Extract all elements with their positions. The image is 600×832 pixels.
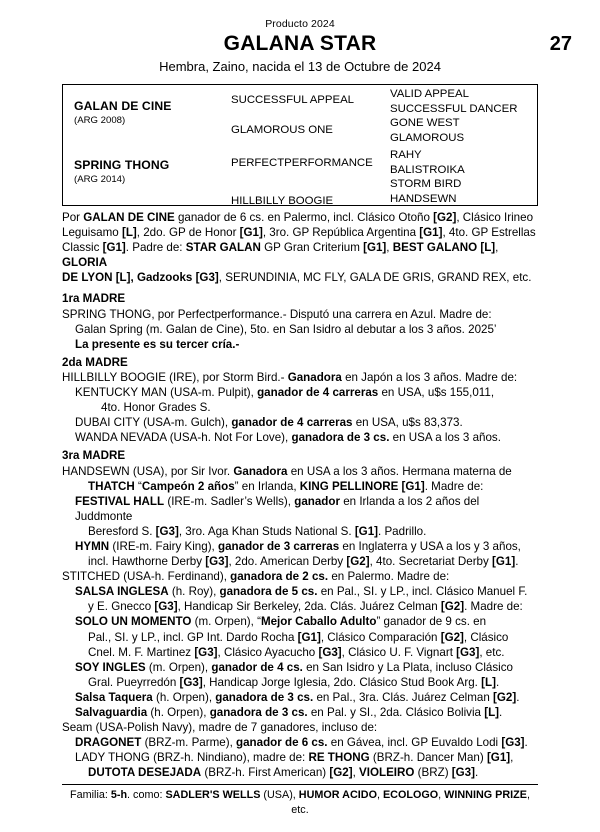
madre3-line-5: HYMN (IRE-m. Fairy King), ganador de 3 carreras en Inglaterra y USA a los y 3 años,: [75, 539, 521, 553]
pedigree-dam: [74, 158, 234, 186]
pedigree-dam-name: SPRING THONG: [74, 158, 170, 172]
madre2-line-5: WANDA NEVADA (USA-h. Not For Love), ganadora de 3 cs. en USA a los 3 años.: [75, 431, 501, 445]
pedigree-sire-dam: GLAMOROUS ONE: [231, 124, 333, 136]
page-header: [0, 0, 600, 76]
pedigree-column-greatgrandparents: [390, 85, 533, 205]
horse-subtitle: Hembra, Zaino, nacida el 13 de Octubre de 2024: [159, 59, 441, 74]
madre3-line-11: Pal., SI. y LP., incl. GP Int. Dardo Rocha [G1], Clásico Comparación [G2], Clásico: [88, 630, 509, 644]
madre2-line-2: KENTUCKY MAN (USA-m. Pulpit), ganador de 4 carreras en USA, u$s 155,011,: [75, 386, 495, 400]
madre3-line-2: THATCH “Campeón 2 años” en Irlanda, KING PELLINORE [G1]. Madre de:: [88, 479, 484, 493]
madre3-line-12: Cnel. M. F. Martinez [G3], Clásico Ayacucho [G3], Clásico U. F. Vignart [G3], etc.: [88, 645, 505, 659]
pedigree-ggp-3: GONE WEST: [390, 117, 460, 129]
pedigree-table: [62, 84, 538, 206]
pedigree-sire: [74, 99, 234, 127]
madre3-line-7: STITCHED (USA-h. Ferdinand), ganadora de 2 cs. en Palermo. Madre de:: [62, 570, 450, 584]
pedigree-dam-dam: HILLBILLY BOOGIE: [231, 195, 334, 207]
madre3-line-17: Seam (USA-Polish Navy), madre de 7 ganadores, incluso de:: [62, 721, 378, 735]
sire-line-2: Leguisamo [L], 2do. GP de Honor [G1], 3ro. GP República Argentina [G1], 4to. GP Estrellas: [62, 226, 536, 240]
familia-line: Familia: 5-h. como: SADLER'S WELLS (USA), HUMOR ACIDO, ECOLOGO, WINNING PRIZE, etc.: [70, 789, 530, 817]
pedigree-ggp-8: HANDSEWN: [390, 192, 457, 205]
hip-number: 27: [549, 33, 572, 55]
pedigree-ggp-7: STORM BIRD: [390, 178, 462, 190]
sire-line-4: DE LYON [L], Gadzooks [G3], SERUNDINIA, MC FLY, GALA DE GRIS, GRAND REX, etc.: [62, 271, 532, 285]
section-heading-madre-1: 1ra MADRE: [62, 292, 126, 306]
madre3-line-4: Beresford S. [G3], 3ro. Aga Khan Studs National S. [G1]. Padrillo.: [88, 524, 427, 538]
madre3-line-10: SOLO UN MOMENTO (m. Orpen), “Mejor Caballo Adulto” ganador de 9 cs. en: [75, 615, 487, 629]
pedigree-body: [62, 210, 538, 780]
madre3-line-13: SOY INGLES (m. Orpen), ganador de 4 cs. en San Isidro y La Plata, incluso Clásico: [75, 660, 513, 674]
madre3-line-1: HANDSEWN (USA), por Sir Ivor. Ganadora en USA a los 3 años. Hermana materna de: [62, 464, 512, 478]
madre3-line-15: Salsa Taquera (h. Orpen), ganadora de 3 cs. en Pal., 3ra. Clás. Juárez Celman [G2].: [75, 690, 520, 704]
pedigree-column-grandparents: [231, 85, 396, 205]
pedigree-ggp-6: BALISTROIKA: [390, 163, 465, 176]
pedigree-sire-year: (ARG 2008): [74, 115, 126, 126]
pedigree-ggp-2: SUCCESSFUL DANCER: [390, 102, 518, 115]
sire-paragraph: [62, 210, 538, 285]
madre3-line-19: LADY THONG (BRZ-h. Nindiano), madre de: RE THONG (BRZ-h. Dancer Man) [G1],: [75, 751, 514, 765]
madre3-line-18: DRAGONET (BRZ-m. Parme), ganador de 6 cs. en Gávea, incl. GP Euvaldo Lodi [G3].: [75, 736, 528, 750]
pedigree-sire-sire: SUCCESSFUL APPEAL: [231, 94, 355, 106]
madre2-line-1: HILLBILLY BOOGIE (IRE), por Storm Bird.- Ganadora en Japón a los 3 años. Madre de:: [62, 370, 518, 384]
madre1-line-3: La presente es su tercer cría.-: [75, 337, 240, 351]
pedigree-ggp-4: GLAMOROUS: [390, 131, 465, 144]
madre2-line-3: 4to. Honor Grades S.: [101, 401, 211, 415]
pedigree-dam-sire: PERFECTPERFORMANCE: [231, 157, 373, 169]
madre3-line-14: Gral. Pueyrredón [G3], Handicap Jorge Iglesia, 2do. Clásico Stud Book Arg. [L].: [88, 675, 500, 689]
madre3-line-8: SALSA INGLESA (h. Roy), ganadora de 5 cs. en Pal., SI. y LP., incl. Clásico Manuel F.: [75, 585, 528, 599]
madre3-line-6: incl. Hawthorne Derby [G3], 2do. American Derby [G2], 4to. Secretariat Derby [G1].: [88, 555, 519, 569]
footer-divider: [62, 784, 538, 785]
madre2-line-4: DUBAI CITY (USA-m. Gulch), ganador de 4 carreras en USA, u$s 83,373.: [75, 416, 463, 430]
pedigree-column-parents: [74, 85, 234, 205]
pedigree-sire-name: GALAN DE CINE: [74, 99, 172, 113]
producto-label: Producto 2024: [265, 18, 335, 30]
title-row: [0, 31, 600, 57]
page-title: GALANA STAR: [223, 32, 377, 55]
pedigree-dam-year: (ARG 2014): [74, 174, 126, 185]
madre1-line-2: Galan Spring (m. Galan de Cine), 5to. en San Isidro al debutar a los 3 años. 2025’: [75, 322, 497, 336]
pedigree-ggp-5: RAHY: [390, 149, 422, 161]
madre3-line-16: Salvaguardia (h. Orpen), ganadora de 3 cs. en Pal. y SI., 2da. Clásico Bolivia [L].: [75, 706, 503, 719]
madre3-line-3: FESTIVAL HALL (IRE-m. Sadler’s Wells), ganador en Irlanda a los 2 años del Juddmonte: [75, 494, 483, 523]
pedigree-ggp-1: VALID APPEAL: [390, 88, 469, 100]
section-heading-madre-2: 2da MADRE: [62, 355, 128, 369]
madre3-line-9: y E. Gnecco [G3], Handicap Sir Berkeley, 2da. Clás. Juárez Celman [G2]. Madre de:: [88, 600, 523, 614]
sire-line-1: Por GALAN DE CINE ganador de 6 cs. en Palermo, incl. Clásico Otoño [G2], Clásico Irineo: [62, 211, 534, 224]
madre3-line-20: DUTOTA DESEJADA (BRZ-h. First American) [G2], VIOLEIRO (BRZ) [G3].: [88, 766, 479, 780]
sire-line-3: Classic [G1]. Padre de: STAR GALAN GP Gran Criterium [G1], BEST GALANO [L], GLORIA: [62, 241, 502, 270]
madre1-line-1: SPRING THONG, por Perfectperformance.- Disputó una carrera en Azul. Madre de:: [62, 307, 492, 321]
section-heading-madre-3: 3ra MADRE: [62, 449, 126, 463]
